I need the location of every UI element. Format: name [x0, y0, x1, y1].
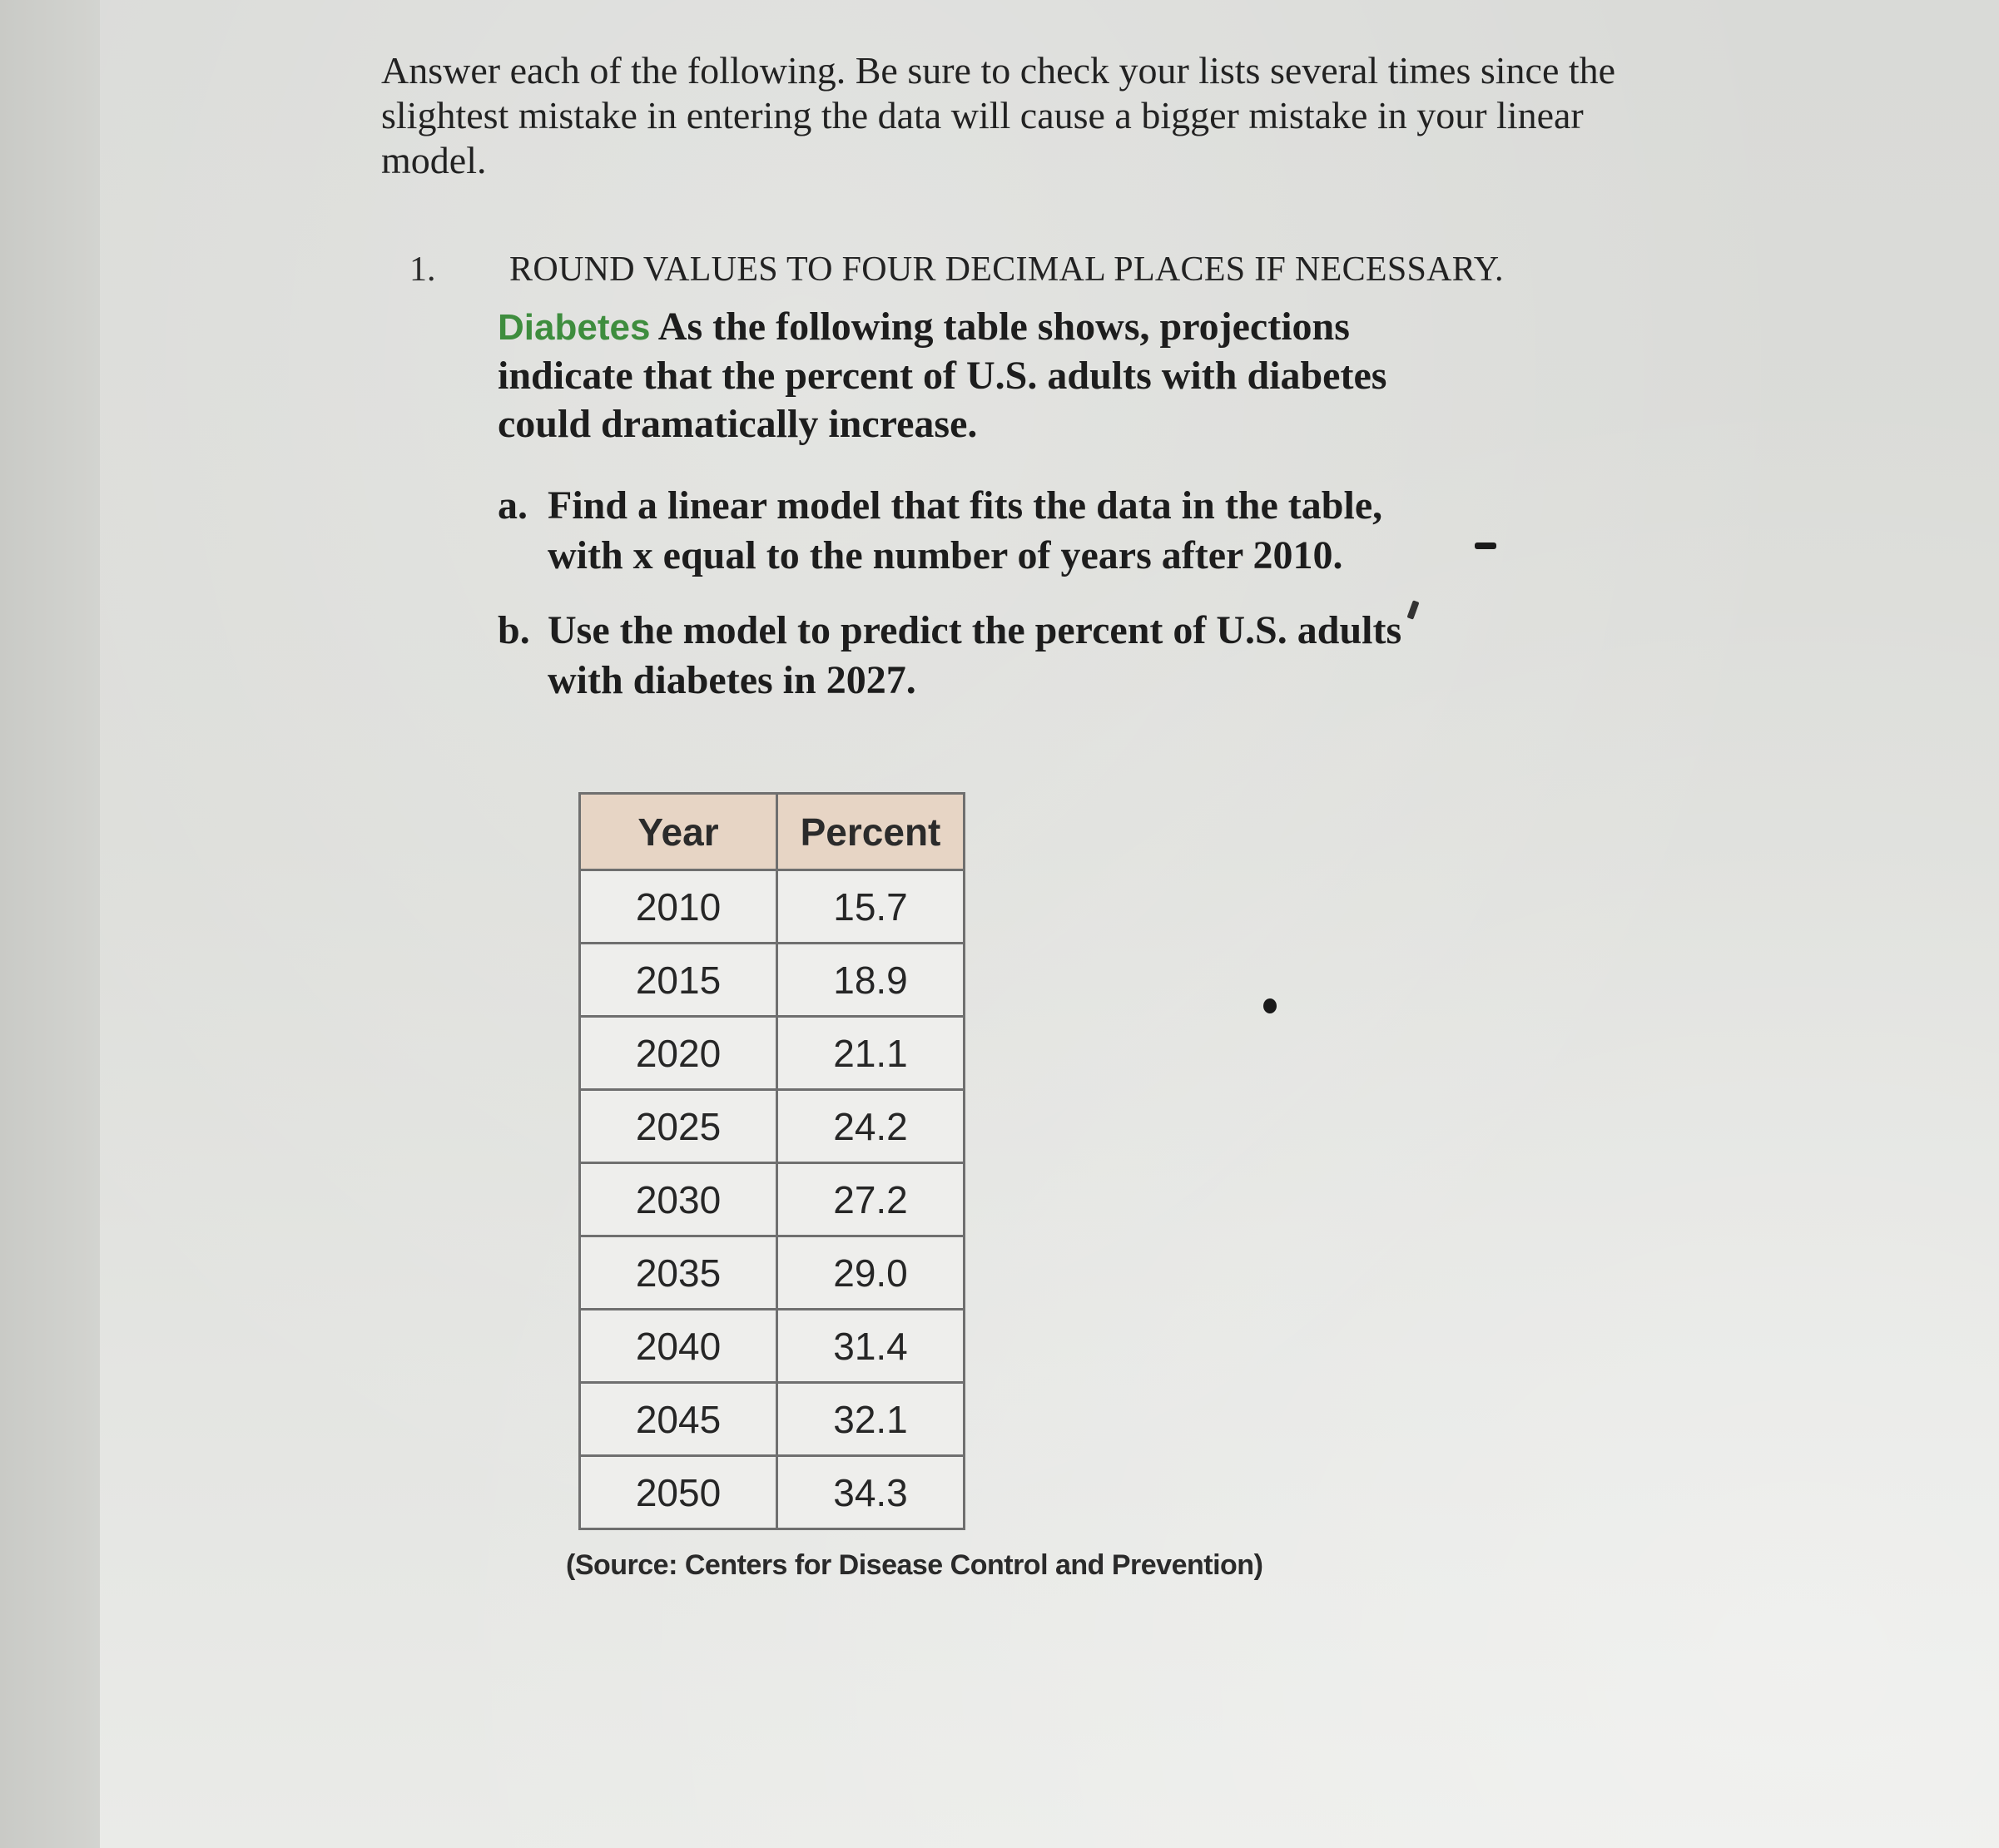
- table-cell-year: 2015: [580, 944, 777, 1017]
- part-a-line2: with x equal to the number of years after 2010.: [548, 533, 1343, 577]
- part-b-letter: b.: [498, 608, 530, 652]
- part-a-line1: Find a linear model that fits the data in the table,: [548, 483, 1383, 528]
- table-cell-percent: 21.1: [777, 1017, 965, 1090]
- table-cell-year: 2030: [580, 1163, 777, 1236]
- table-cell-percent: 15.7: [777, 870, 965, 944]
- part-b-line1: Use the model to predict the percent of U.S. adults: [548, 608, 1402, 652]
- table-row: [580, 1236, 965, 1310]
- part-b: [498, 606, 1430, 706]
- table-cell-year: 2025: [580, 1090, 777, 1163]
- part-a-letter: a.: [498, 483, 528, 528]
- table-header-percent: Percent: [777, 794, 965, 870]
- table-cell-year: 2050: [580, 1456, 777, 1529]
- problem-text: As the following table shows, projections indicate that the percent of U.S. adults with diabetes could dramatically increase.: [498, 305, 1387, 446]
- part-b-line2: with diabetes in 2027.: [548, 658, 916, 702]
- question-instruction: ROUND VALUES TO FOUR DECIMAL PLACES IF NECESSARY.: [509, 250, 1504, 289]
- table-header-year: Year: [580, 794, 777, 870]
- table-cell-year: 2035: [580, 1236, 777, 1310]
- table-cell-percent: 18.9: [777, 944, 965, 1017]
- table-row: [580, 1163, 965, 1236]
- table-row: [580, 1383, 965, 1456]
- source-citation: (Source: Centers for Disease Control and Prevention): [566, 1549, 1263, 1581]
- pen-dot-mark: [1263, 998, 1277, 1013]
- table-cell-percent: 24.2: [777, 1090, 965, 1163]
- intro-paragraph: Answer each of the following. Be sure to check your lists several times since the slightest mistake in entering the data will cause a bigger mistake in your linear model.: [381, 49, 1616, 181]
- part-a: [498, 481, 1430, 581]
- table-row: [580, 1017, 965, 1090]
- data-table: [578, 792, 965, 1530]
- table-row: [580, 870, 965, 944]
- table-cell-percent: 31.4: [777, 1310, 965, 1383]
- table-cell-year: 2010: [580, 870, 777, 944]
- table-cell-year: 2020: [580, 1017, 777, 1090]
- problem-statement: [498, 303, 1413, 448]
- pen-dash-mark: [1475, 543, 1496, 549]
- table-cell-year: 2040: [580, 1310, 777, 1383]
- table-header-row: [580, 794, 965, 870]
- table-row: [580, 1456, 965, 1529]
- page-edge-shadow: [0, 0, 100, 1848]
- table-row: [580, 944, 965, 1017]
- table-cell-year: 2045: [580, 1383, 777, 1456]
- table-row: [580, 1090, 965, 1163]
- question-number: 1.: [409, 250, 436, 289]
- table-cell-percent: 32.1: [777, 1383, 965, 1456]
- table-cell-percent: 27.2: [777, 1163, 965, 1236]
- problem-topic: Diabetes: [498, 307, 651, 348]
- table-cell-percent: 29.0: [777, 1236, 965, 1310]
- table-cell-percent: 34.3: [777, 1456, 965, 1529]
- table-row: [580, 1310, 965, 1383]
